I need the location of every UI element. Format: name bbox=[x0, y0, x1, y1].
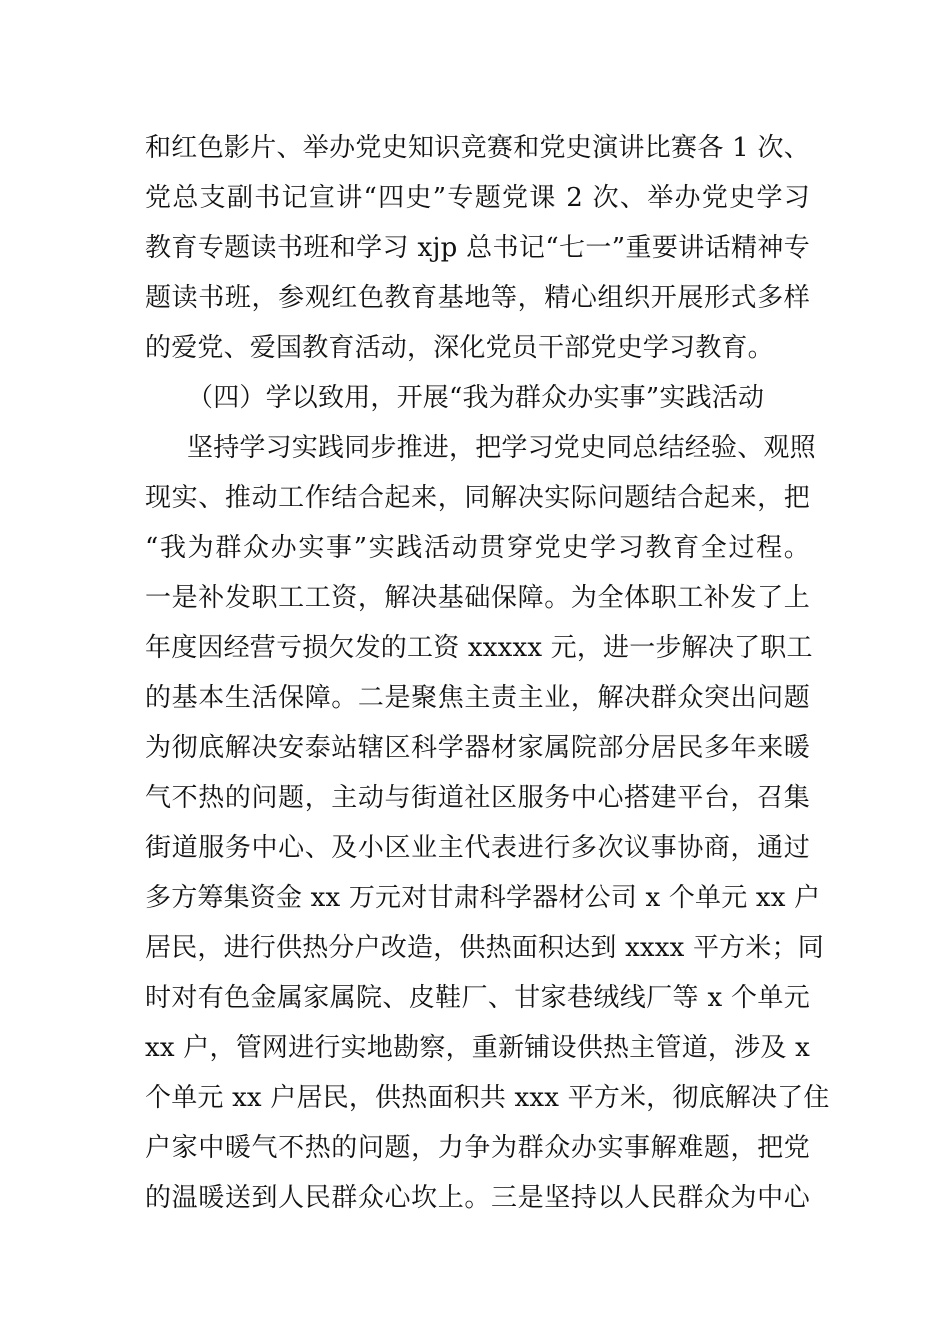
paragraph-line: 的爱党、爱国教育活动，深化党员干部党史学习教育。 bbox=[145, 333, 774, 363]
paragraph-line: 和红色影片、举办党史知识竞赛和党史演讲比赛各 1 次、 bbox=[145, 133, 810, 163]
paragraph-line: 坚持学习实践同步推进，把学习党史同总结经验、观照 bbox=[187, 433, 816, 463]
section-heading: （四）学以致用，开展“我为群众办实事”实践活动 bbox=[187, 383, 765, 413]
paragraph-line: 的基本生活保障。二是聚焦主责主业，解决群众突出问题 bbox=[145, 683, 810, 713]
paragraph-line: 教育专题读书班和学习 xjp 总书记“七一”重要讲话精神专 bbox=[145, 233, 810, 263]
paragraph-line: 时对有色金属家属院、皮鞋厂、甘家巷绒线厂等 x 个单元 bbox=[145, 983, 810, 1013]
paragraph-line: 一是补发职工工资，解决基础保障。为全体职工补发了上 bbox=[145, 583, 810, 613]
paragraph-line: 现实、推动工作结合起来，同解决实际问题结合起来，把 bbox=[145, 483, 810, 513]
paragraph-line: 气不热的问题，主动与街道社区服务中心搭建平台，召集 bbox=[145, 783, 810, 813]
paragraph-line: 多方筹集资金 xx 万元对甘肃科学器材公司 x 个单元 xx 户 bbox=[145, 883, 821, 913]
paragraph-line: 党总支副书记宣讲“四史”专题党课 2 次、举办党史学习 bbox=[145, 183, 810, 213]
paragraph-line: 的温暖送到人民群众心坎上。三是坚持以人民群众为中心 bbox=[145, 1183, 810, 1213]
paragraph-line: xx 户，管网进行实地勘察，重新铺设供热主管道，涉及 x bbox=[145, 1033, 810, 1063]
paragraph-line: 个单元 xx 户居民，供热面积共 xxx 平方米，彻底解决了住 bbox=[145, 1083, 830, 1113]
paragraph-line: 街道服务中心、及小区业主代表进行多次议事协商，通过 bbox=[145, 833, 810, 863]
paragraph-line: 居民，进行供热分户改造，供热面积达到 xxxx 平方米；同 bbox=[145, 933, 824, 963]
paragraph-line: 题读书班，参观红色教育基地等，精心组织开展形式多样 bbox=[145, 283, 810, 313]
paragraph-line: 年度因经营亏损欠发的工资 xxxxx 元，进一步解决了职工 bbox=[145, 633, 813, 663]
paragraph-line: “我为群众办实事”实践活动贯穿党史学习教育全过程。 bbox=[145, 533, 810, 563]
paragraph-line: 户家中暖气不热的问题，力争为群众办实事解难题，把党 bbox=[145, 1133, 810, 1163]
paragraph-line: 为彻底解决安泰站辖区科学器材家属院部分居民多年来暖 bbox=[145, 733, 810, 763]
